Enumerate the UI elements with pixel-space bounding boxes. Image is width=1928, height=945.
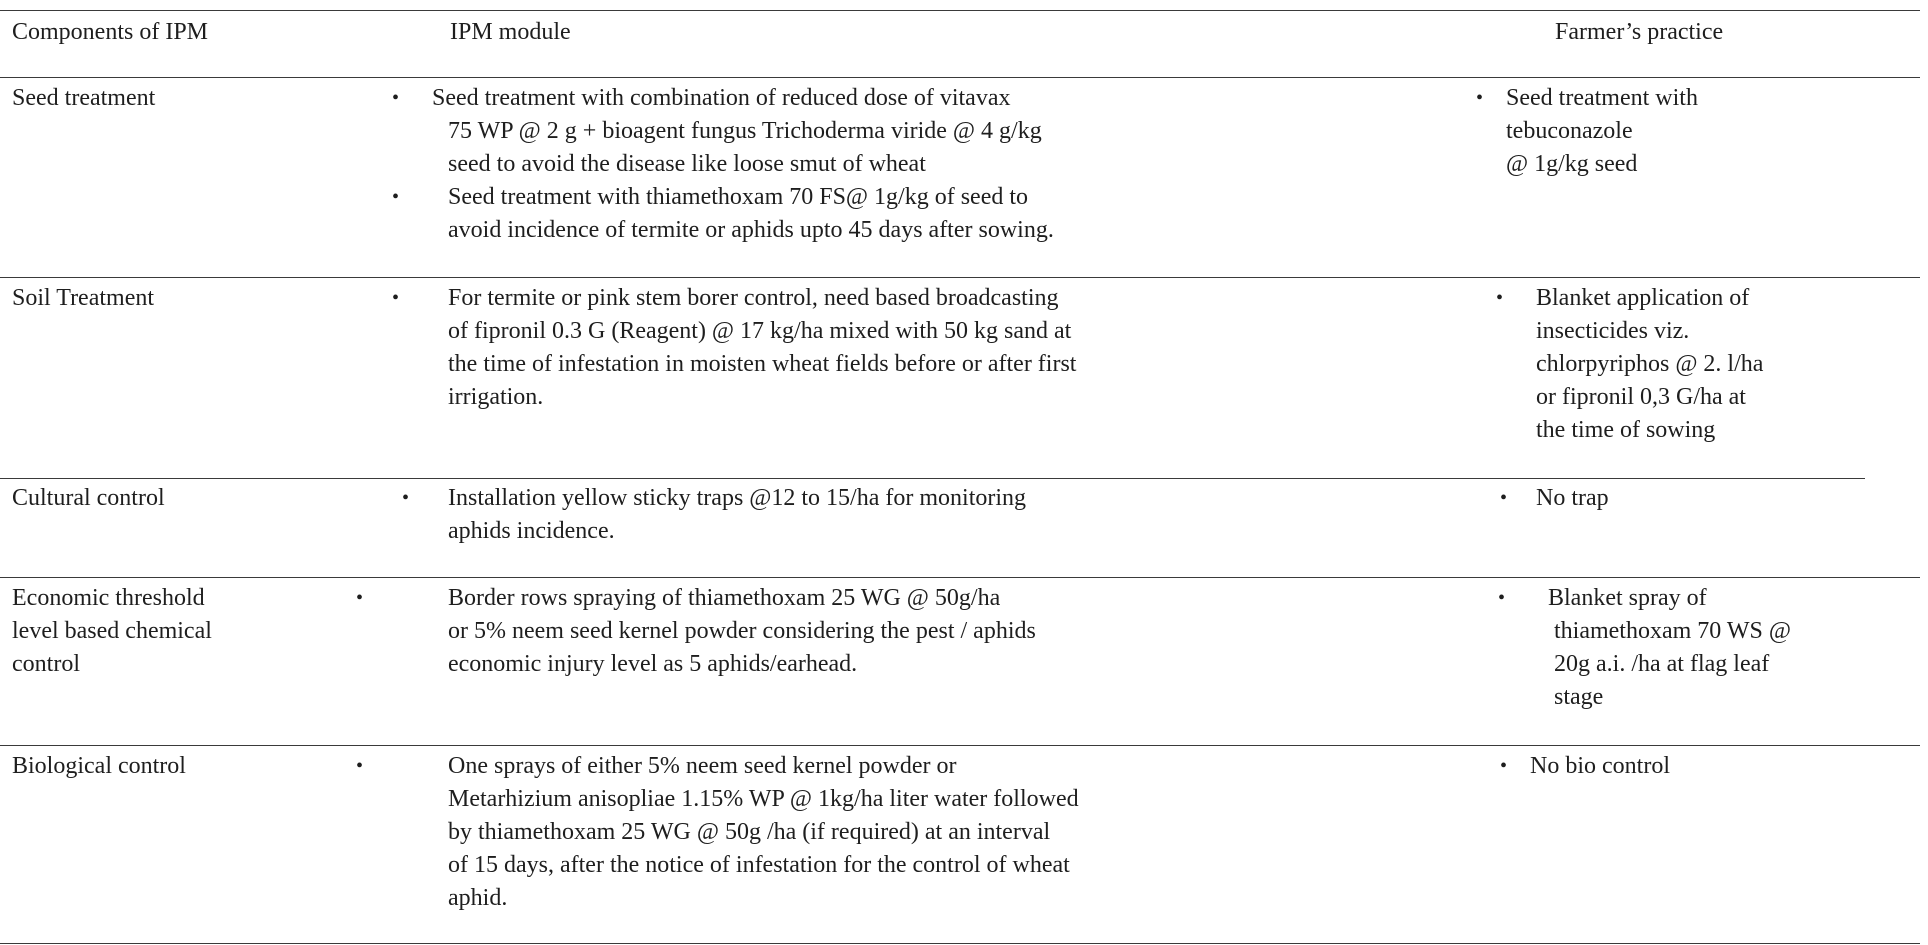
farmers-practice-item: No bio control [1530,753,1670,779]
row-divider [0,277,1920,278]
row-divider [0,478,1865,479]
bullet-icon: • [392,186,400,208]
bullet-icon: • [392,287,400,309]
bullet-icon: • [356,755,364,777]
component-cell: Biological control [12,753,186,779]
bullet-icon: • [402,487,410,509]
farmers-practice-item: Blanket spray of thiamethoxam 70 WS @ 20g a.i. /ha at flag leaf stage [1548,585,1791,710]
row-divider [0,745,1920,746]
component-cell: Cultural control [12,485,165,511]
ipm-module-item: Seed treatment with combination of reduced dose of vitavax 75 WP @ 2 g + bioagent fungus Trichoderma viride @ 4 g/kg seed to avoid the disease like loose smut of wheat [432,85,1042,177]
bullet-icon: • [1476,87,1484,109]
header-components: Components of IPM [12,19,209,45]
component-cell: Seed treatment [12,85,156,111]
ipm-module-item: For termite or pink stem borer control, need based broadcasting of fipronil 0.3 G (Reagent) @ 17 kg/ha mixed with 50 kg sand at the time of infestation in moisten wheat fields before or after first irrigation. [448,285,1077,410]
component-cell: Soil Treatment [12,285,155,311]
bullet-icon: • [1500,487,1508,509]
table-top-rule [0,10,1920,11]
row-divider [0,577,1920,578]
header-farmers-practice: Farmer’s practice [1555,19,1724,45]
bullet-icon: • [356,587,364,609]
farmers-practice-item: No trap [1536,485,1609,511]
component-cell: Economic threshold level based chemical control [12,585,212,677]
ipm-module-item: Border rows spraying of thiamethoxam 25 WG @ 50g/ha or 5% neem seed kernel powder considering the pest / aphids economic injury level as 5 aphids/earhead. [448,585,1036,677]
bullet-icon: • [1496,287,1504,309]
ipm-module-item: Seed treatment with thiamethoxam 70 FS@ 1g/kg of seed to avoid incidence of termite or aphids upto 45 days after sowing. [448,184,1054,243]
header-bottom-rule [0,77,1920,78]
farmers-practice-item: Seed treatment with tebuconazole @ 1g/kg seed [1506,85,1698,177]
table-bottom-rule [0,943,1920,944]
bullet-icon: • [1498,587,1506,609]
ipm-module-item: Installation yellow sticky traps @12 to 15/ha for monitoring aphids incidence. [448,485,1027,544]
farmers-practice-item: Blanket application of insecticides viz. chlorpyriphos @ 2. l/ha or fipronil 0,3 G/ha at the time of sowing [1536,285,1764,443]
bullet-icon: • [392,87,400,109]
bullet-icon: • [1500,755,1508,777]
ipm-module-item: One sprays of either 5% neem seed kernel powder or Metarhizium anisopliae 1.15% WP @ 1kg/ha liter water followed by thiamethoxam 25 WG @ 50g /ha (if required) at an interval of 15 days, after the notice of infestation for the control of wheat aphid. [448,753,1079,911]
header-ipm-module: IPM module [450,19,571,45]
